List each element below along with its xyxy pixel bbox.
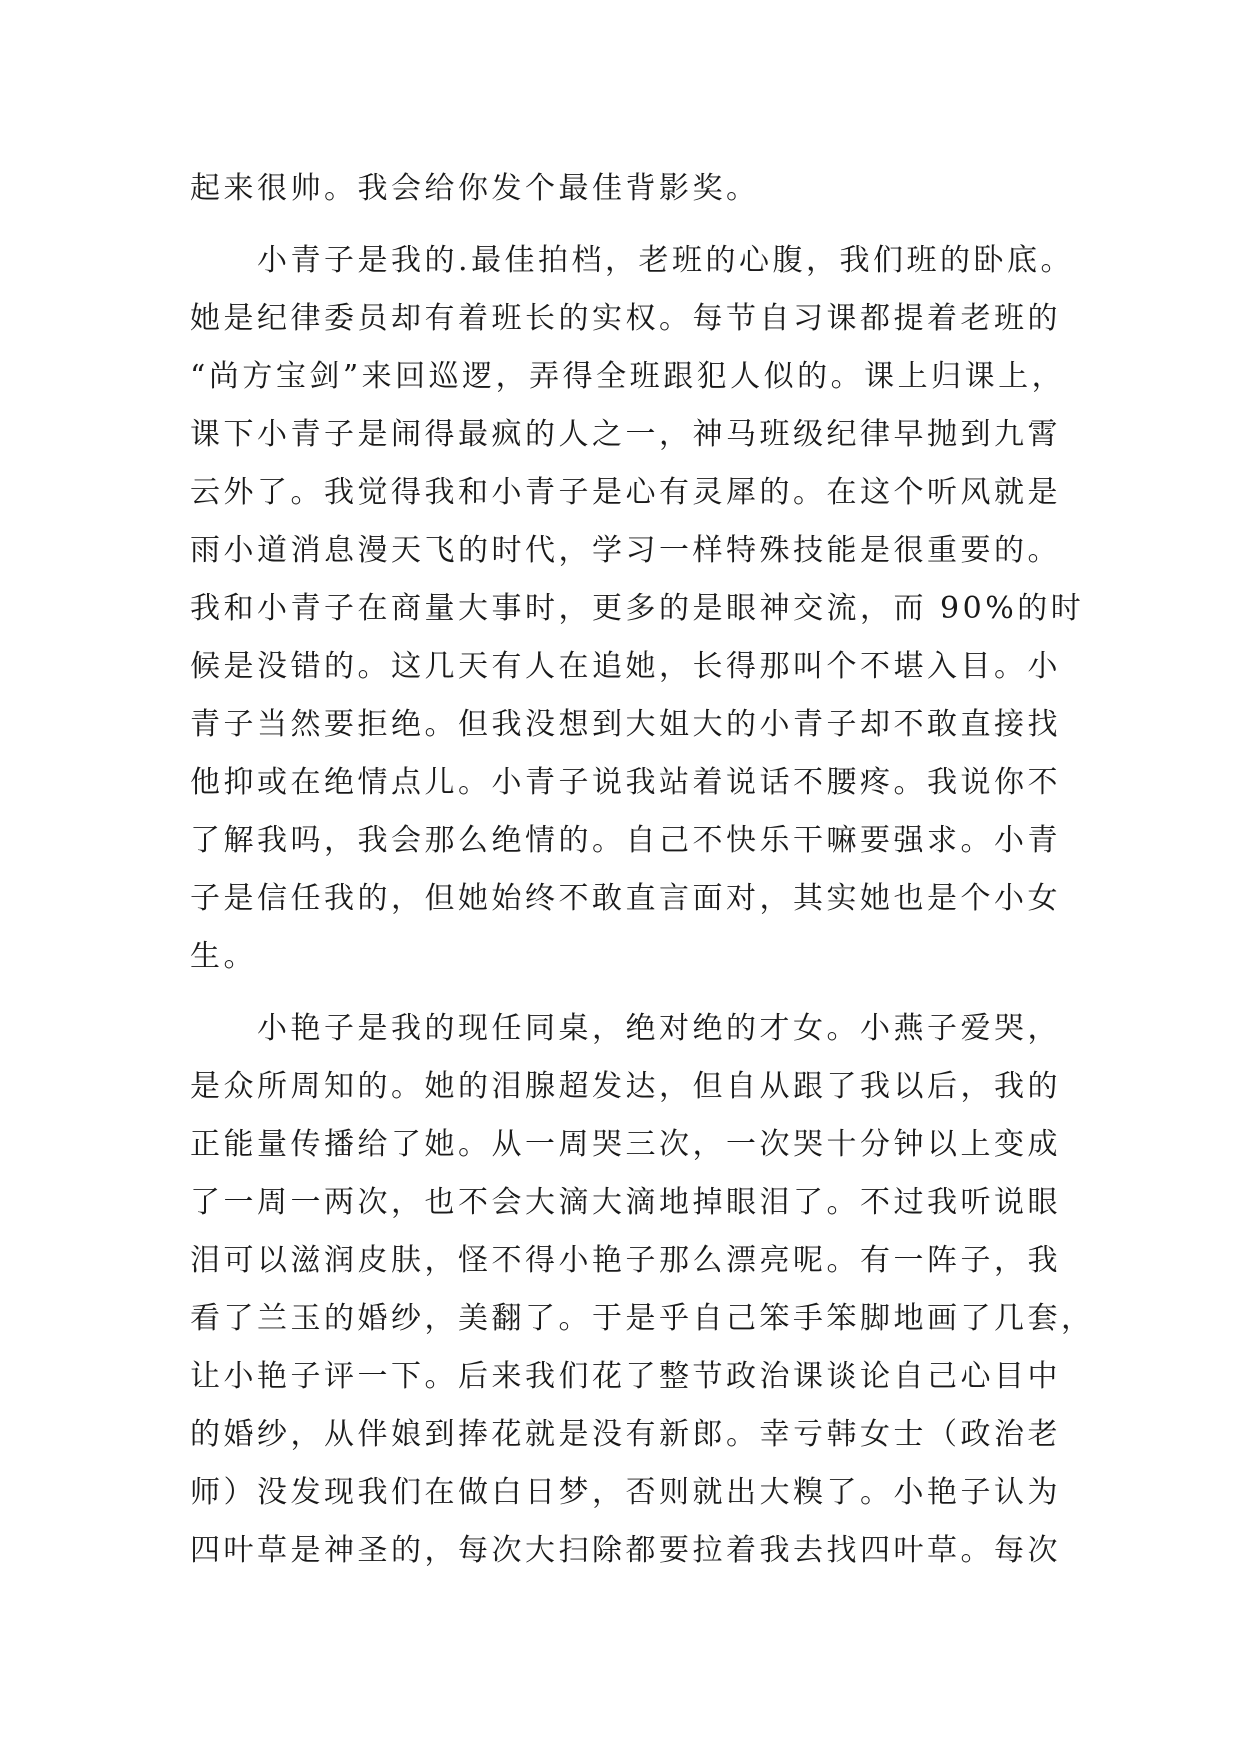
text-line: 小青子是我的.最佳拍档，老班的心腹，我们班的卧底。: [190, 243, 1075, 278]
text-line: 他抑或在绝情点儿。小青子说我站着说话不腰疼。我说你不: [190, 765, 1061, 800]
text-line: 我和小青子在商量大事时，更多的是眼神交流，而 90%的时: [190, 591, 1085, 626]
text-line: 看了兰玉的婚纱，美翻了。于是乎自己笨手笨脚地画了几套，: [190, 1301, 1095, 1336]
text-line: 起来很帅。我会给你发个最佳背影奖。: [190, 171, 760, 206]
text-line: 她是纪律委员却有着班长的实权。每节自习课都提着老班的: [190, 301, 1061, 336]
text-line: 云外了。我觉得我和小青子是心有灵犀的。在这个听风就是: [190, 475, 1061, 510]
text-line: 青子当然要拒绝。但我没想到大姐大的小青子却不敢直接找: [190, 707, 1061, 742]
text-line: 师）没发现我们在做白日梦，否则就出大糗了。小艳子认为: [190, 1475, 1061, 1510]
text-line: 正能量传播给了她。从一周哭三次，一次哭十分钟以上变成: [190, 1127, 1061, 1162]
text-line: 的婚纱，从伴娘到捧花就是没有新郎。幸亏韩女士（政治老: [190, 1417, 1061, 1452]
text-line: 泪可以滋润皮肤，怪不得小艳子那么漂亮呢。有一阵子，我: [190, 1243, 1061, 1278]
text-line: 是众所周知的。她的泪腺超发达，但自从跟了我以后，我的: [190, 1069, 1061, 1104]
text-line: 生。: [190, 939, 257, 974]
paragraph-3: [190, 1000, 1095, 1580]
text-line: 了解我吗，我会那么绝情的。自己不快乐干嘛要强求。小青: [190, 823, 1061, 858]
text-line: 小艳子是我的现任同桌，绝对绝的才女。小燕子爱哭，: [190, 1011, 1061, 1046]
text-line: 雨小道消息漫天飞的时代，学习一样特殊技能是很重要的。: [190, 533, 1061, 568]
text-line: 了一周一两次，也不会大滴大滴地掉眼泪了。不过我听说眼: [190, 1185, 1061, 1220]
text-line: 让小艳子评一下。后来我们花了整节政治课谈论自己心目中: [190, 1359, 1061, 1394]
text-line: 候是没错的。这几天有人在追她，长得那叫个不堪入目。小: [190, 649, 1061, 684]
text-line: 子是信任我的，但她始终不敢直言面对，其实她也是个小女: [190, 881, 1061, 916]
body-text: [190, 160, 1095, 1580]
text-line: 课下小青子是闹得最疯的人之一，神马班级纪律早抛到九霄: [190, 417, 1061, 452]
paragraph-2: [190, 232, 1085, 986]
text-line: “尚方宝剑”来回巡逻，弄得全班跟犯人似的。课上归课上，: [190, 359, 1066, 394]
text-line: 四叶草是神圣的，每次大扫除都要拉着我去找四叶草。每次: [190, 1533, 1061, 1568]
paragraph-1: [190, 160, 1066, 218]
